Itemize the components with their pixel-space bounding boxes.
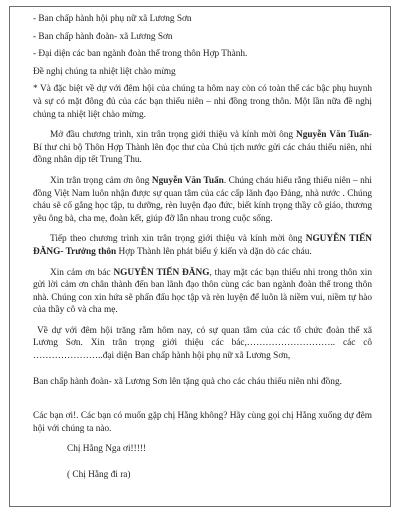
paragraph-village-head [33, 233, 372, 258]
call-out-line: Chị Hằng Nga ơi!!!!! [67, 444, 147, 455]
thanks-text-a: Xin trân trọng cảm ơn ông [50, 175, 152, 186]
paragraph-opening [33, 129, 372, 167]
thanks-dang-name: NGUYỄN TIẾN ĐĂNG [113, 267, 210, 278]
opening-text-a: Mở đầu chương trình, xin trân trọng giới thiệu và kính mời ông [50, 130, 296, 141]
village-head-text-a: Tiếp theo chương trình xin trân trọng giới thiệu và kính mời ông [50, 234, 306, 245]
paragraph-parents-welcome: * Và đặc biệt về dự với đêm hội của chúng ta hôm nay còn có toàn thể các bậc phụ huynh và sự có mặt đông đủ của các bạn thiếu niên – nhi đồng trong thôn. Một lần nữa đề nghị chúng ta nhiệt liệt chào mừng. [33, 84, 372, 120]
document-page [9, 6, 391, 507]
village-head-name: NGUYỄN TIẾN ĐĂNG- Trưởng thôn [33, 234, 372, 257]
guest-line-representatives: - Đại diện các ban ngành đoàn thể trong thôn Hợp Thành. [33, 49, 248, 60]
paragraph-organizations: Về dự với đêm hội trăng rằm hôm nay, có sự quan tâm của các tổ chức đoàn thể xã Lương Sơn. Xin trân trọng giới thiệu các bác,……………………….. các cô …………………..đại diện Ban chấp hành hội phụ nữ xã Lương Sơn, [33, 325, 372, 362]
opening-text-b: - Bí thư chi bộ Thôn Hợp Thành lên đọc thư của Chủ tịch nước gửi các cháu thiếu niên, nhi đồng nhân dịp tết Trung Thu. [33, 130, 372, 166]
thanks-dang-text-b: , thay mặt các bạn thiếu nhi trong thôn xin gửi lời cảm ơn chân thành đến ban lãnh đạo thôn cùng các ban ngành đoàn thể trong thôn nhà. Chúng con xin hứa sẽ phấn đấu học tập và rèn luyện để luôn là niềm vui, niềm tự hào của thầy cô và cha mẹ. [33, 267, 372, 316]
village-head-text-b: Hợp Thành lên phát biểu ý kiến và dặn dò các cháu. [116, 246, 312, 257]
thanks-name: Nguyễn Văn Tuấn [151, 175, 224, 186]
welcome-line: Đề nghị chúng ta nhiệt liệt chào mừng [33, 66, 176, 77]
stage-direction: ( Chị Hằng đi ra) [67, 470, 131, 481]
paragraph-gifts: Ban chấp hành đoàn- xã Lương Sơn lên tặng quà cho các cháu thiếu niên nhi đồng. [33, 376, 342, 387]
opening-name: Nguyễn Văn Tuấn [295, 130, 369, 141]
thanks-dang-text-a: Xin cảm ơn bác [50, 267, 114, 278]
thanks-text-b: . Chúng cháu hiểu rằng thiếu niên – nhi đồng Việt Nam luôn nhận được sự quan tâm của các cấp lãnh đạo Đảng, nhà nước . Chúng cháu sẽ cố gắng học tập, tu dưỡng, rèn luyện đạo đức, biết kính trọng thầy cô giáo, thương yêu ông bà, cha mẹ, đoàn kết, giúp đỡ lẫn nhau trong cuộc sống. [33, 175, 372, 224]
guest-line-womens-union: - Ban chấp hành hội phụ nữ xã Lương Sơn [33, 14, 192, 24]
paragraph-thanks-tuan [33, 175, 372, 225]
guest-line-youth-union: - Ban chấp hành đoàn- xã Lương Sơn [33, 31, 173, 42]
paragraph-call-moon-lady: Các bạn ơi!. Các bạn có muốn gặp chị Hằng không? Hãy cùng gọi chị Hằng xuống dự đêm hội với chúng ta nào. [33, 411, 372, 434]
paragraph-thanks-dang [33, 267, 372, 317]
